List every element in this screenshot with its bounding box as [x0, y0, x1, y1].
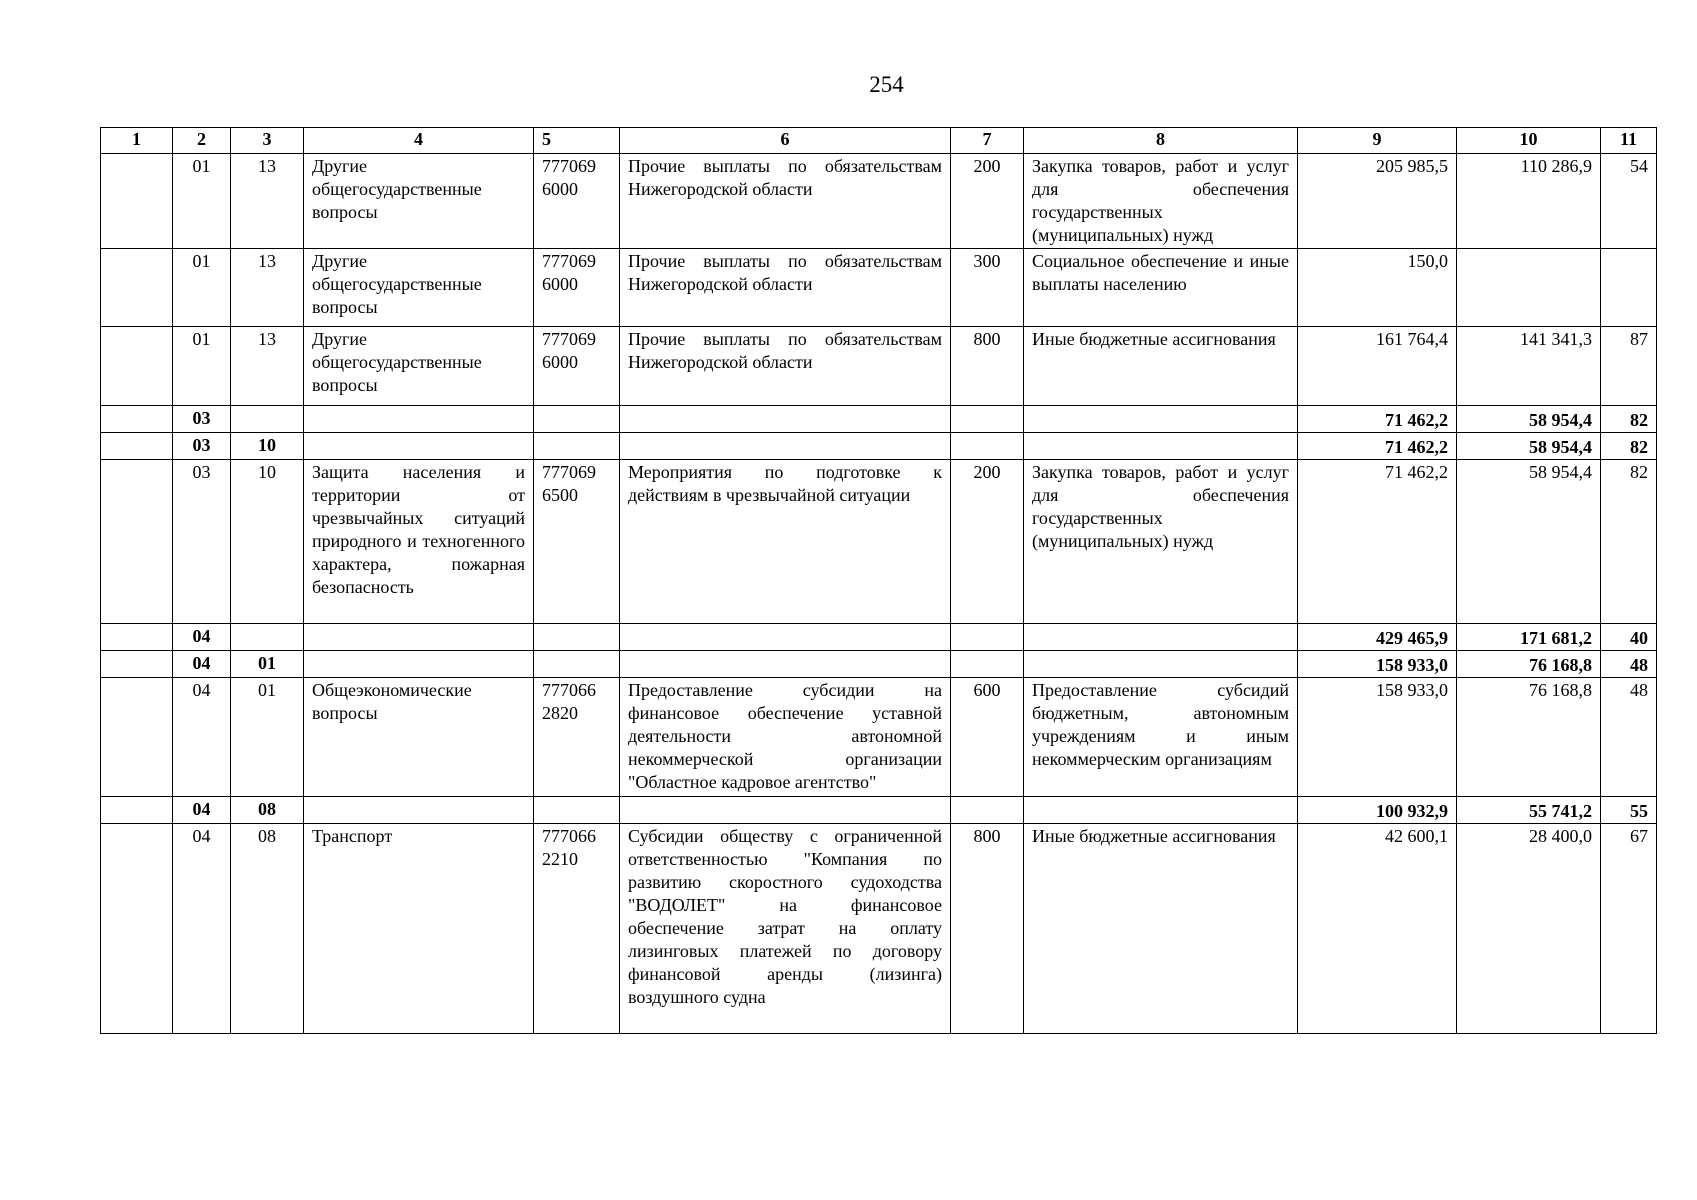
cell-name: Другие общегосударственные вопросы [304, 327, 534, 406]
cell-plan: 42 600,1 [1298, 824, 1457, 1034]
cell-target-code: 777069 6500 [534, 460, 620, 624]
page-number: 254 [869, 72, 904, 97]
cell-name [304, 624, 534, 651]
cell-plan: 71 462,2 [1298, 406, 1457, 433]
cell-plan: 100 932,9 [1298, 797, 1457, 824]
cell-actual: 76 168,8 [1457, 678, 1601, 797]
budget-table [100, 127, 1657, 1034]
cell-subsection: 13 [231, 327, 304, 406]
cell-plan: 429 465,9 [1298, 624, 1457, 651]
cell-section: 03 [173, 406, 231, 433]
cell-percent: 54 [1601, 154, 1657, 249]
cell-target-code: 777069 6000 [534, 327, 620, 406]
cell-name: Другие общегосударственные вопросы [304, 249, 534, 327]
subtotal-row [101, 624, 1657, 651]
cell-expense-name: Предоставление субсидий бюджетным, автономным учреждениям и иным некоммерческим организациям [1024, 678, 1298, 797]
cell-name [304, 433, 534, 460]
cell-expense-name [1024, 797, 1298, 824]
cell-actual: 141 341,3 [1457, 327, 1601, 406]
table-row [101, 154, 1657, 249]
cell-expense-type [951, 433, 1024, 460]
cell-purpose [620, 624, 951, 651]
cell-purpose [620, 433, 951, 460]
cell-subsection: 13 [231, 249, 304, 327]
cell-purpose: Прочие выплаты по обязательствам Нижегородской области [620, 327, 951, 406]
table-row [101, 460, 1657, 624]
cell-section: 04 [173, 624, 231, 651]
cell-c1 [101, 406, 173, 433]
cell-name: Транспорт [304, 824, 534, 1034]
cell-actual: 76 168,8 [1457, 651, 1601, 678]
cell-target-code [534, 406, 620, 433]
cell-percent: 48 [1601, 651, 1657, 678]
subtotal-row [101, 651, 1657, 678]
cell-expense-type: 300 [951, 249, 1024, 327]
header-cell: 3 [231, 128, 304, 154]
cell-target-code [534, 651, 620, 678]
header-cell: 7 [951, 128, 1024, 154]
cell-purpose: Прочие выплаты по обязательствам Нижегородской области [620, 249, 951, 327]
cell-percent: 87 [1601, 327, 1657, 406]
cell-expense-name [1024, 433, 1298, 460]
cell-actual: 110 286,9 [1457, 154, 1601, 249]
cell-subsection: 01 [231, 651, 304, 678]
cell-purpose: Субсидии обществу с ограниченной ответственностью "Компания по развитию скоростного судоходства "ВОДОЛЕТ" на финансовое обеспечение затрат на оплату лизинговых платежей по договору финансовой аренды (лизинга) воздушного судна [620, 824, 951, 1034]
cell-target-code: 777069 6000 [534, 154, 620, 249]
cell-section: 01 [173, 154, 231, 249]
cell-name: Общеэкономические вопросы [304, 678, 534, 797]
cell-c1 [101, 154, 173, 249]
cell-purpose: Прочие выплаты по обязательствам Нижегородской области [620, 154, 951, 249]
cell-plan: 71 462,2 [1298, 433, 1457, 460]
subtotal-row [101, 433, 1657, 460]
cell-purpose [620, 406, 951, 433]
cell-purpose: Предоставление субсидии на финансовое обеспечение уставной деятельности автономной некоммерческой организации "Областное кадровое агентство" [620, 678, 951, 797]
cell-actual: 58 954,4 [1457, 460, 1601, 624]
cell-target-code [534, 797, 620, 824]
cell-section: 01 [173, 249, 231, 327]
cell-expense-type: 200 [951, 154, 1024, 249]
cell-subsection [231, 406, 304, 433]
cell-expense-type [951, 651, 1024, 678]
cell-subsection: 10 [231, 460, 304, 624]
header-cell: 4 [304, 128, 534, 154]
cell-actual [1457, 249, 1601, 327]
header-cell: 6 [620, 128, 951, 154]
cell-percent: 82 [1601, 433, 1657, 460]
table-row [101, 249, 1657, 327]
cell-expense-name [1024, 624, 1298, 651]
cell-section: 03 [173, 460, 231, 624]
cell-actual: 171 681,2 [1457, 624, 1601, 651]
cell-c1 [101, 678, 173, 797]
header-cell: 10 [1457, 128, 1601, 154]
cell-c1 [101, 824, 173, 1034]
cell-percent: 55 [1601, 797, 1657, 824]
cell-expense-name: Иные бюджетные ассигнования [1024, 824, 1298, 1034]
cell-percent: 82 [1601, 460, 1657, 624]
cell-percent: 67 [1601, 824, 1657, 1034]
cell-expense-name [1024, 406, 1298, 433]
cell-section: 04 [173, 651, 231, 678]
header-cell: 11 [1601, 128, 1657, 154]
cell-percent: 48 [1601, 678, 1657, 797]
header-row [101, 128, 1657, 154]
cell-c1 [101, 797, 173, 824]
cell-actual: 55 741,2 [1457, 797, 1601, 824]
cell-section: 01 [173, 327, 231, 406]
cell-name: Другие общегосударственные вопросы [304, 154, 534, 249]
cell-target-code [534, 433, 620, 460]
cell-actual: 58 954,4 [1457, 406, 1601, 433]
cell-percent: 40 [1601, 624, 1657, 651]
cell-section: 04 [173, 824, 231, 1034]
table-row [101, 824, 1657, 1034]
cell-name [304, 651, 534, 678]
cell-expense-type: 600 [951, 678, 1024, 797]
cell-subsection: 10 [231, 433, 304, 460]
cell-purpose [620, 797, 951, 824]
cell-plan: 150,0 [1298, 249, 1457, 327]
cell-name: Защита населения и территории от чрезвычайных ситуаций природного и техногенного характера, пожарная безопасность [304, 460, 534, 624]
header-cell: 1 [101, 128, 173, 154]
cell-expense-name: Закупка товаров, работ и услуг для обеспечения государственных (муниципальных) нужд [1024, 154, 1298, 249]
table-row [101, 327, 1657, 406]
cell-plan: 158 933,0 [1298, 678, 1457, 797]
cell-plan: 158 933,0 [1298, 651, 1457, 678]
cell-target-code: 777066 2820 [534, 678, 620, 797]
cell-expense-name: Социальное обеспечение и иные выплаты населению [1024, 249, 1298, 327]
subtotal-row [101, 406, 1657, 433]
cell-subsection: 01 [231, 678, 304, 797]
cell-section: 04 [173, 678, 231, 797]
cell-expense-type [951, 406, 1024, 433]
cell-subsection [231, 624, 304, 651]
cell-subsection: 08 [231, 824, 304, 1034]
cell-c1 [101, 651, 173, 678]
cell-name [304, 406, 534, 433]
cell-actual: 28 400,0 [1457, 824, 1601, 1034]
cell-name [304, 797, 534, 824]
cell-c1 [101, 460, 173, 624]
cell-purpose: Мероприятия по подготовке к действиям в чрезвычайной ситуации [620, 460, 951, 624]
cell-percent: 82 [1601, 406, 1657, 433]
header-cell: 9 [1298, 128, 1457, 154]
cell-expense-name [1024, 651, 1298, 678]
cell-subsection: 13 [231, 154, 304, 249]
cell-expense-type: 200 [951, 460, 1024, 624]
cell-target-code [534, 624, 620, 651]
subtotal-row [101, 797, 1657, 824]
cell-expense-type [951, 797, 1024, 824]
cell-expense-name: Закупка товаров, работ и услуг для обеспечения государственных (муниципальных) нужд [1024, 460, 1298, 624]
cell-c1 [101, 624, 173, 651]
cell-expense-type: 800 [951, 824, 1024, 1034]
header-cell: 5 [534, 128, 620, 154]
cell-c1 [101, 249, 173, 327]
header-cell: 8 [1024, 128, 1298, 154]
cell-c1 [101, 327, 173, 406]
header-cell: 2 [173, 128, 231, 154]
cell-plan: 205 985,5 [1298, 154, 1457, 249]
cell-purpose [620, 651, 951, 678]
cell-expense-type [951, 624, 1024, 651]
cell-percent [1601, 249, 1657, 327]
cell-plan: 71 462,2 [1298, 460, 1457, 624]
cell-c1 [101, 433, 173, 460]
cell-expense-name: Иные бюджетные ассигнования [1024, 327, 1298, 406]
cell-actual: 58 954,4 [1457, 433, 1601, 460]
table-row [101, 678, 1657, 797]
cell-expense-type: 800 [951, 327, 1024, 406]
cell-target-code: 777069 6000 [534, 249, 620, 327]
cell-target-code: 777066 2210 [534, 824, 620, 1034]
cell-section: 04 [173, 797, 231, 824]
cell-plan: 161 764,4 [1298, 327, 1457, 406]
cell-subsection: 08 [231, 797, 304, 824]
cell-section: 03 [173, 433, 231, 460]
